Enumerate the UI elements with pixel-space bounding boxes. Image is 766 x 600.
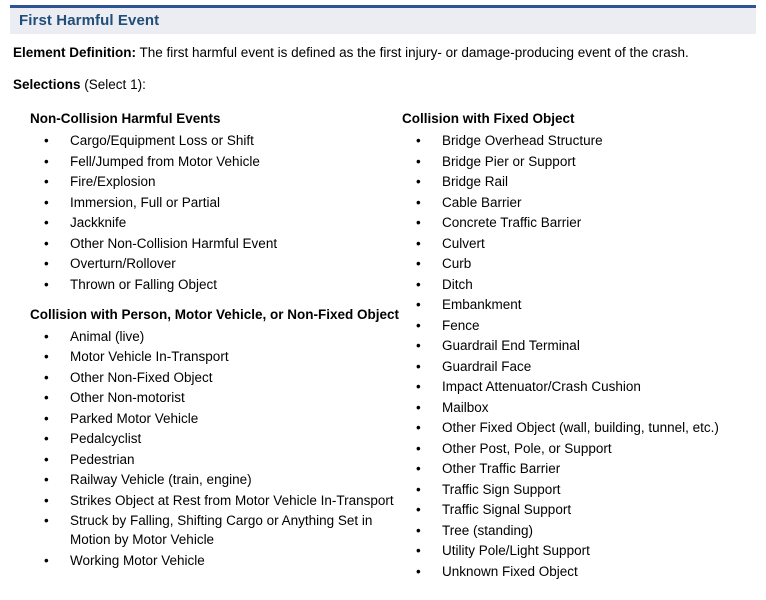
selection-list — [30, 131, 402, 294]
selection-item: • Fence — [402, 316, 746, 335]
selection-item: • Cargo/Equipment Loss or Shift — [30, 131, 402, 150]
selection-item: • Impact Attenuator/Crash Cushion — [402, 377, 746, 396]
selection-item: • Other Fixed Object (wall, building, tunnel, etc.) — [402, 418, 746, 437]
selection-item: • Pedalcyclist — [30, 429, 402, 448]
selection-group — [30, 305, 402, 570]
selection-list — [402, 131, 746, 581]
selections-note: (Select 1): — [84, 77, 146, 92]
selection-item: • Cable Barrier — [402, 193, 746, 212]
selection-item: • Railway Vehicle (train, engine) — [30, 470, 402, 489]
selection-item: • Bridge Pier or Support — [402, 152, 746, 171]
selection-item: • Mailbox — [402, 398, 746, 417]
category-heading: Collision with Fixed Object — [402, 111, 575, 126]
selection-list — [30, 327, 402, 570]
selection-item: • Working Motor Vehicle — [30, 551, 402, 570]
selection-item: • Bridge Overhead Structure — [402, 131, 746, 150]
selection-group — [30, 109, 402, 294]
selection-item: • Traffic Sign Support — [402, 480, 746, 499]
selection-item: • Utility Pole/Light Support — [402, 541, 746, 560]
selection-item: • Other Non-motorist — [30, 388, 402, 407]
selections-label: Selections — [13, 77, 81, 92]
selection-item: • Parked Motor Vehicle — [30, 409, 402, 428]
selection-item: • Tree (standing) — [402, 521, 746, 540]
element-definition — [10, 44, 756, 62]
category-heading: Collision with Person, Motor Vehicle, or Non-Fixed Object — [30, 306, 400, 322]
selection-item: • Unknown Fixed Object — [402, 562, 746, 581]
selection-item: • Guardrail End Terminal — [402, 336, 746, 355]
selection-item: • Strikes Object at Rest from Motor Vehicle In-Transport — [30, 491, 402, 510]
left-column — [30, 109, 402, 592]
selection-item: • Jackknife — [30, 213, 402, 232]
selection-item: • Concrete Traffic Barrier — [402, 213, 746, 232]
selection-item: • Ditch — [402, 275, 746, 294]
selection-item: • Overturn/Rollover — [30, 254, 402, 273]
selection-item: • Other Non-Collision Harmful Event — [30, 234, 402, 253]
selection-item: • Other Traffic Barrier — [402, 459, 746, 478]
selection-item: • Other Post, Pole, or Support — [402, 439, 746, 458]
selection-item: • Guardrail Face — [402, 357, 746, 376]
right-column — [402, 109, 746, 592]
selection-item: • Fire/Explosion — [30, 172, 402, 191]
selection-item: • Struck by Falling, Shifting Cargo or Anything Set in Motion by Motor Vehicle — [30, 511, 402, 549]
element-definition-label: Element Definition: — [13, 45, 137, 60]
section-header — [10, 5, 756, 34]
selection-item: • Pedestrian — [30, 450, 402, 469]
selection-columns — [10, 109, 756, 592]
selection-item: • Immersion, Full or Partial — [30, 193, 402, 212]
selection-item: • Traffic Signal Support — [402, 500, 746, 519]
selection-item: • Thrown or Falling Object — [30, 275, 402, 294]
element-definition-text: The first harmful event is defined as the first injury- or damage-producing event of the crash. — [139, 45, 689, 60]
selection-item: • Fell/Jumped from Motor Vehicle — [30, 152, 402, 171]
selection-item: • Embankment — [402, 295, 746, 314]
selection-item: • Motor Vehicle In-Transport — [30, 347, 402, 366]
selection-item: • Culvert — [402, 234, 746, 253]
category-heading: Non-Collision Harmful Events — [30, 111, 221, 126]
selection-item: • Curb — [402, 254, 746, 273]
page-title: First Harmful Event — [19, 12, 160, 29]
selection-item: • Bridge Rail — [402, 172, 746, 191]
selection-item: • Other Non-Fixed Object — [30, 368, 402, 387]
selections-line — [10, 76, 756, 94]
selection-item: • Animal (live) — [30, 327, 402, 346]
selection-group — [402, 109, 746, 581]
